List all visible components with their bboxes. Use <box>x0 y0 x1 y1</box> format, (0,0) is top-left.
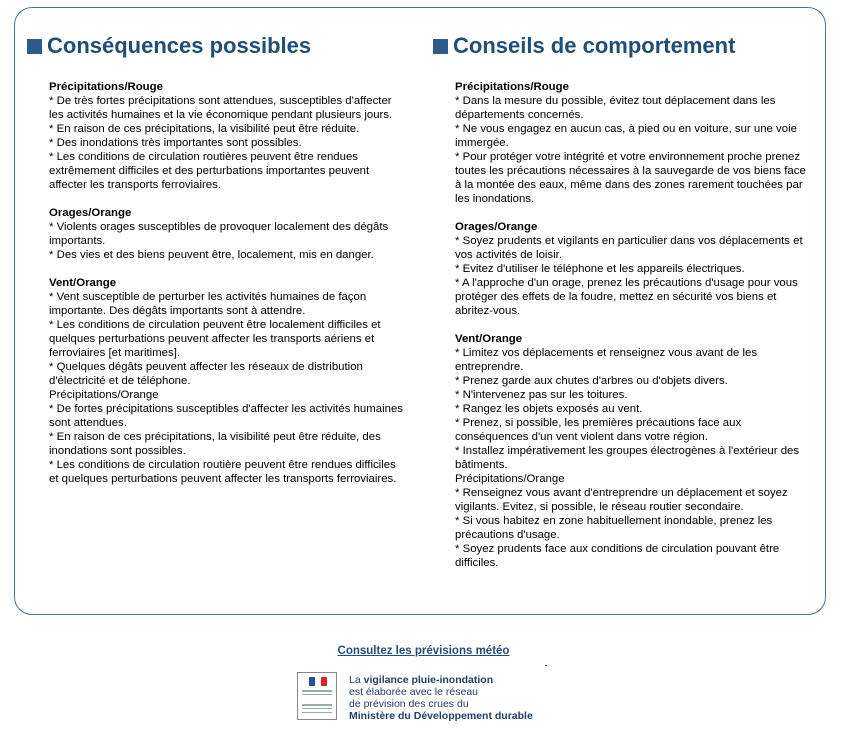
square-bullet-icon <box>27 39 42 54</box>
list-item: * Evitez d'utiliser le téléphone et les appareils électriques. <box>455 263 745 275</box>
section-precip-rouge <box>49 80 407 192</box>
list-item: * Rangez les objets exposés au vent. <box>455 403 643 415</box>
list-item: * Vent susceptible de perturber les activités humaines de façon importante. Des dégâts importants sont à attendre. <box>49 291 367 317</box>
section-vent-orange <box>49 276 407 486</box>
list-item: * Soyez prudents face aux conditions de circulation pouvant être difficiles. <box>455 543 780 569</box>
section-orages-orange <box>455 220 813 318</box>
section-title: Orages/Orange <box>49 207 132 219</box>
vigilance-panel <box>14 7 826 615</box>
subsection-title: Précipitations/Orange <box>49 389 159 401</box>
list-item: * De fortes précipitations susceptibles d'affecter les activités humaines sont attendues. <box>49 403 403 429</box>
list-item: * En raison de ces précipitations, la visibilité peut être réduite, des inondations sont possibles. <box>49 431 381 457</box>
list-item: * De très fortes précipitations sont attendues, susceptibles d'affecter les activités humaines et la vie économique pendant plusieurs jours. <box>49 95 393 121</box>
section-vent-orange <box>455 332 813 570</box>
list-item: * Soyez prudents et vigilants en particulier dans vos déplacements et vos activités de loisir. <box>455 235 803 261</box>
section-title: Précipitations/Rouge <box>49 81 163 93</box>
previsions-meteo-link[interactable]: Consultez les prévisions météo <box>337 645 510 657</box>
list-item: * A l'approche d'un orage, prenez les précautions d'usage pour vous protéger des effets de la foudre, mettez en sécurité vos biens et abritez-vous. <box>455 277 798 317</box>
list-item: * N'intervenez pas sur les toitures. <box>455 389 628 401</box>
section-title: Orages/Orange <box>455 221 538 233</box>
list-item: * Des inondations très importantes sont possibles. <box>49 137 302 149</box>
section-title: Précipitations/Rouge <box>455 81 569 93</box>
list-item: * Des vies et des biens peuvent être, localement, mis en danger. <box>49 249 374 261</box>
divider <box>545 665 547 666</box>
conseils-column <box>433 32 813 584</box>
list-item: * Quelques dégâts peuvent affecter les réseaux de distribution d'électricité et de téléphone. <box>49 361 363 387</box>
list-item: * Les conditions de circulation peuvent être localement difficiles et quelques perturbations peuvent affecter les transports aériens et ferroviaires [et maritimes]. <box>49 319 381 359</box>
square-bullet-icon <box>433 39 448 54</box>
consequences-column <box>27 32 407 500</box>
ministry-logo <box>297 672 337 720</box>
list-item: * Prenez, si possible, les premières précautions face aux conséquences d'un vent violent dans votre région. <box>455 417 742 443</box>
section-precip-rouge <box>455 80 813 206</box>
ministry-credit: La vigilance pluie-inondation est élaborée avec le réseau de prévision des crues du Ministère du Développement durable <box>349 674 533 722</box>
list-item: * Pour protéger votre intégrité et votre environnement proche prenez toutes les précautions nécessaires à la sauvegarde de vos biens face à la montée des eaux, même dans des zones rarement touchées par les inondations. <box>455 151 806 205</box>
list-item: * Les conditions de circulation routière peuvent être rendues difficiles et quelques perturbations peuvent affecter les transports ferroviaires. <box>49 459 397 485</box>
list-item: * Installez impérativement les groupes électrogènes à l'extérieur des bâtiments. <box>455 445 800 471</box>
conseils-title: Conseils de comportement <box>433 32 813 60</box>
list-item: * Renseignez vous avant d'entreprendre un déplacement et soyez vigilants. Evitez, si possible, le réseau routier secondaire. <box>455 487 788 513</box>
french-flag-icon <box>309 677 327 686</box>
section-title: Vent/Orange <box>49 277 117 289</box>
list-item: * Prenez garde aux chutes d'arbres ou d'objets divers. <box>455 375 728 387</box>
list-item: * Si vous habitez en zone habituellement inondable, prenez les précautions d'usage. <box>455 515 773 541</box>
section-orages-orange <box>49 206 407 262</box>
list-item: * Limitez vos déplacements et renseignez vous avant de les entreprendre. <box>455 347 758 373</box>
subsection-title: Précipitations/Orange <box>455 473 565 485</box>
list-item: * Les conditions de circulation routières peuvent être rendues extrêmement difficiles et des perturbations importantes peuvent affecter les transports ferroviaires. <box>49 151 370 191</box>
section-title: Vent/Orange <box>455 333 523 345</box>
list-item: * En raison de ces précipitations, la visibilité peut être réduite. <box>49 123 360 135</box>
list-item: * Violents orages susceptibles de provoquer localement des dégâts importants. <box>49 221 389 247</box>
consequences-title: Conséquences possibles <box>27 32 407 60</box>
list-item: * Ne vous engagez en aucun cas, à pied ou en voiture, sur une voie immergée. <box>455 123 797 149</box>
list-item: * Dans la mesure du possible, évitez tout déplacement dans les départements concernés. <box>455 95 776 121</box>
